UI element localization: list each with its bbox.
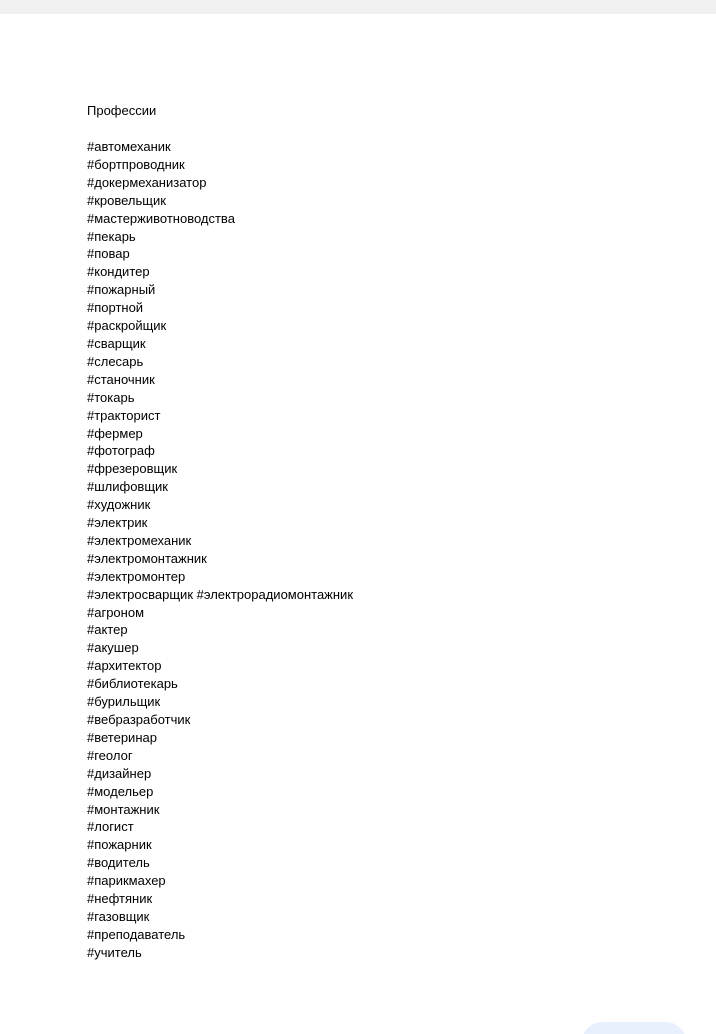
- profession-tag: #парикмахер: [87, 873, 166, 889]
- profession-tag: #слесарь: [87, 353, 144, 369]
- document-title: Профессии: [87, 103, 157, 118]
- profession-tag: #электросварщик #электрорадиомонтажник: [87, 586, 354, 602]
- profession-tag: #электромонтер: [87, 568, 186, 584]
- floating-action-button[interactable]: [582, 1022, 686, 1034]
- profession-tag: #фермер: [87, 425, 143, 441]
- profession-tag: #водитель: [87, 855, 150, 871]
- profession-tag: #модельер: [87, 783, 154, 799]
- profession-tag: #бурильщик: [87, 694, 161, 710]
- profession-tag: #пожарный: [87, 282, 156, 298]
- profession-tag: #автомеханик: [87, 139, 171, 154]
- profession-tag: #пекарь: [87, 228, 136, 244]
- profession-tag: #кровельщик: [87, 192, 166, 208]
- profession-tag: #бортпроводник: [87, 156, 185, 172]
- profession-tag: #геолог: [87, 747, 133, 763]
- profession-tag: #станочник: [87, 371, 155, 387]
- profession-tag: #ветеринар: [87, 729, 157, 745]
- profession-tag: #архитектор: [87, 658, 162, 674]
- profession-tag: #фотограф: [87, 443, 155, 459]
- viewer-top-bar: [0, 0, 716, 14]
- blank-line: [87, 120, 687, 138]
- profession-tag: #электрик: [87, 515, 148, 531]
- profession-tag: #тракторист: [87, 407, 161, 423]
- profession-tag: #учитель: [87, 944, 142, 960]
- profession-tag: #художник: [87, 497, 151, 513]
- profession-tag: #газовщик: [87, 908, 150, 924]
- profession-tag: #электромеханик: [87, 532, 192, 548]
- profession-tag: #кондитер: [87, 264, 150, 280]
- profession-tag: #преподаватель: [87, 926, 186, 942]
- profession-tag: #нефтяник: [87, 891, 153, 907]
- profession-tag: #раскройщик: [87, 318, 167, 334]
- profession-tag: #шлифовщик: [87, 479, 168, 495]
- profession-tag: #фрезеровщик: [87, 461, 178, 477]
- profession-tag: #библиотекарь: [87, 676, 178, 692]
- profession-tag: #докермеханизатор: [87, 174, 207, 190]
- profession-tag: #пожарник: [87, 837, 152, 853]
- profession-tag: #сварщик: [87, 335, 146, 351]
- profession-tag: #повар: [87, 246, 130, 262]
- profession-tag: #актер: [87, 622, 128, 638]
- profession-tag: #токарь: [87, 389, 135, 405]
- profession-tag: #портной: [87, 300, 144, 316]
- profession-tag: #агроном: [87, 604, 145, 620]
- document-content: [87, 102, 687, 962]
- profession-tag: #логист: [87, 819, 134, 835]
- profession-tag-list: [87, 138, 687, 962]
- profession-tag: #акушер: [87, 640, 139, 656]
- profession-tag: #мастерживотноводства: [87, 210, 235, 226]
- profession-tag: #монтажник: [87, 801, 160, 817]
- profession-tag: #дизайнер: [87, 765, 152, 781]
- profession-tag: #электромонтажник: [87, 550, 207, 566]
- document-page: [0, 14, 716, 1034]
- profession-tag: #вебразработчик: [87, 712, 191, 727]
